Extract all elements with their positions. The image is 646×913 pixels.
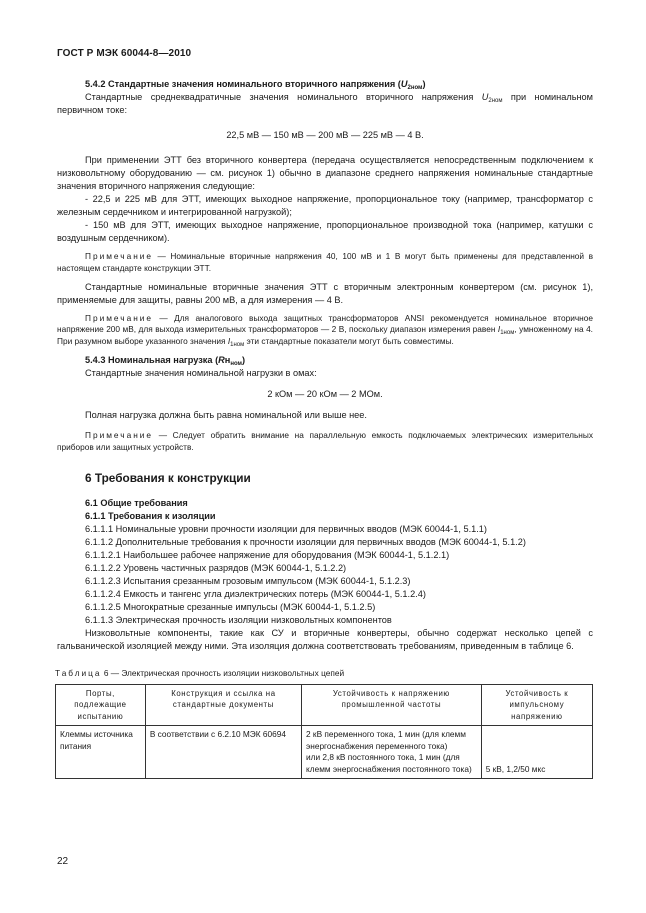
column-header-construction: Конструкция и ссылка на стандартные документы bbox=[145, 684, 301, 726]
section-5-4-3-heading: 5.4.3 Номинальная нагрузка $(Rн_{ном})$ bbox=[85, 354, 246, 367]
section-5-4-2-paragraph-3: Стандартные номинальные вторичные значения ЭТТ с вторичным электронным конвертером (см. рисунок 1), применяемые для защиты, равны 200 мВ, а для измерения — 4 В. bbox=[57, 281, 593, 305]
cell-ac-withstand bbox=[302, 726, 482, 779]
clause-line: 6.1.1.3 Электрическая прочность изоляции низковольтных компонентов bbox=[85, 614, 392, 625]
clause-line: 6.1.1.2.3 Испытания срезанным грозовым импульсом (МЭК 60044-1, 5.1.2.3) bbox=[85, 575, 411, 586]
section-6-1-1-heading: 6.1.1 Требования к изоляции bbox=[85, 510, 216, 521]
table-row bbox=[56, 726, 593, 779]
list-item: - 22,5 и 225 мВ для ЭТТ, имеющих выходное напряжение, пропорциональное току (например, трансформатор с железным сердечником и интегрированной нагрузкой); bbox=[57, 194, 593, 217]
clause-line: 6.1.1.2.4 Емкость и тангенс угла диэлектрических потерь (МЭК 60044-1, 5.1.2.4) bbox=[85, 588, 426, 599]
document-header: ГОСТ Р МЭК 60044-8—2010 bbox=[57, 48, 192, 59]
cell-ac-withstand-dc: или 2,8 кВ постоянного тока, 1 мин (для клемм энергоснабжения постоянного тока) bbox=[306, 752, 472, 774]
rated-burden-values: 2 кОм — 20 кОм — 2 МОм. bbox=[267, 388, 383, 399]
section-5-4-2-paragraph-2: При применении ЭТТ без вторичного конвертера (передача осуществляется непосредственным подключением к низковольтному оборудованию — см. рисунок 1) обычно в диапазоне среднего напряжения номинальные стандартные значения вторичного напряжения следующие: bbox=[57, 155, 593, 191]
cell-ac-withstand-ac: 2 кВ переменного тока, 1 мин (для клемм энергоснабжения переменного тока) bbox=[306, 729, 466, 751]
page-number: 22 bbox=[57, 856, 69, 867]
column-header-ac-withstand: Устойчивость к напряжению промышленной частоты bbox=[302, 684, 482, 726]
page-content bbox=[57, 78, 593, 779]
cell-impulse-withstand: 5 кВ, 1,2/50 мкс bbox=[481, 726, 592, 779]
table-caption: Таблица 6 — Электрическая прочность изоляции низковольтных цепей bbox=[55, 667, 345, 678]
cell-ports: Клеммы источника питания bbox=[56, 726, 146, 779]
section-6-paragraph: Низковольтные компоненты, такие как СУ и вторичные конвертеры, обычно содержат несколько цепей с гальванической изоляцией между ними. Эта изоляция должна соответствовать требованиям, приведенным в таблице 6. bbox=[57, 627, 593, 651]
section-6-1-heading: 6.1 Общие требования bbox=[85, 497, 188, 508]
column-header-ports: Порты, подлежащие испытанию bbox=[56, 684, 146, 726]
insulation-table bbox=[55, 684, 593, 780]
section-5-4-2-heading: 5.4.2 Стандартные значения номинального вторичного напряжения $(U_{2ном})$ bbox=[85, 79, 426, 91]
section-6-heading: 6 Требования к конструкции bbox=[85, 470, 251, 485]
secondary-voltage-values: 22,5 мВ — 150 мВ — 200 мВ — 225 мВ — 4 В. bbox=[226, 130, 424, 140]
note: Примечание — Номинальные вторичные напряжения 40, 100 мВ и 1 В могут быть применены для представленной в настоящем стандарте конструкции ЭТТ. bbox=[57, 251, 593, 273]
clause-line: 6.1.1.2.5 Многократные срезанные импульсы (МЭК 60044-1, 5.1.2.5) bbox=[85, 601, 376, 612]
cell-construction: В соответствии с 6.2.10 МЭК 60694 bbox=[145, 726, 301, 779]
list-item: - 150 мВ для ЭТТ, имеющих выходное напряжение, пропорциональное производной тока (например, катушки с воздушным сердечником). bbox=[57, 220, 593, 243]
section-5-4-3-paragraph: Стандартные значения номинальной нагрузки в омах: bbox=[85, 367, 317, 378]
section-5-4-3-paragraph-2: Полная нагрузка должна быть равна номинальной или выше нее. bbox=[85, 409, 367, 420]
note: Примечание — Следует обратить внимание на параллельную емкость подключаемых электрических измерительных приборов или защитных устройств. bbox=[57, 429, 593, 452]
clause-line: 6.1.1.1 Номинальные уровни прочности изоляции для первичных вводов (МЭК 60044-1, 5.1.1) bbox=[85, 523, 487, 534]
column-header-impulse-withstand: Устойчивость к импульсному напряжению bbox=[481, 684, 592, 726]
clause-line: 6.1.1.2.2 Уровень частичных разрядов (МЭК 60044-1, 5.1.2.2) bbox=[85, 562, 347, 573]
clause-line: 6.1.1.2.1 Наибольшее рабочее напряжение для оборудования (МЭК 60044-1, 5.1.2.1) bbox=[85, 549, 450, 560]
note: Примечание — Для аналогового выхода защитных трансформаторов ANSI рекомендуется номинальное вторичное напряжение 200 мВ, для выхода измерительных трансформаторов — 2 В, поскольку диапазон измерения равен $I_{1ном}$, умноженному на 4. При разумном выборе указанного значения $I_{1ном}$ эти стандартные показатели могут быть совместимы. bbox=[57, 312, 593, 349]
section-5-4-2-paragraph: Стандартные среднеквадратичные значения номинального вторичного напряжения $U_{2ном}$ при номинальном первичном токе: bbox=[57, 92, 593, 115]
clause-line: 6.1.1.2 Дополнительные требования к прочности изоляции для первичных вводов (МЭК 60044-1, 5.1.2) bbox=[85, 536, 526, 547]
table-header-row bbox=[56, 684, 593, 726]
